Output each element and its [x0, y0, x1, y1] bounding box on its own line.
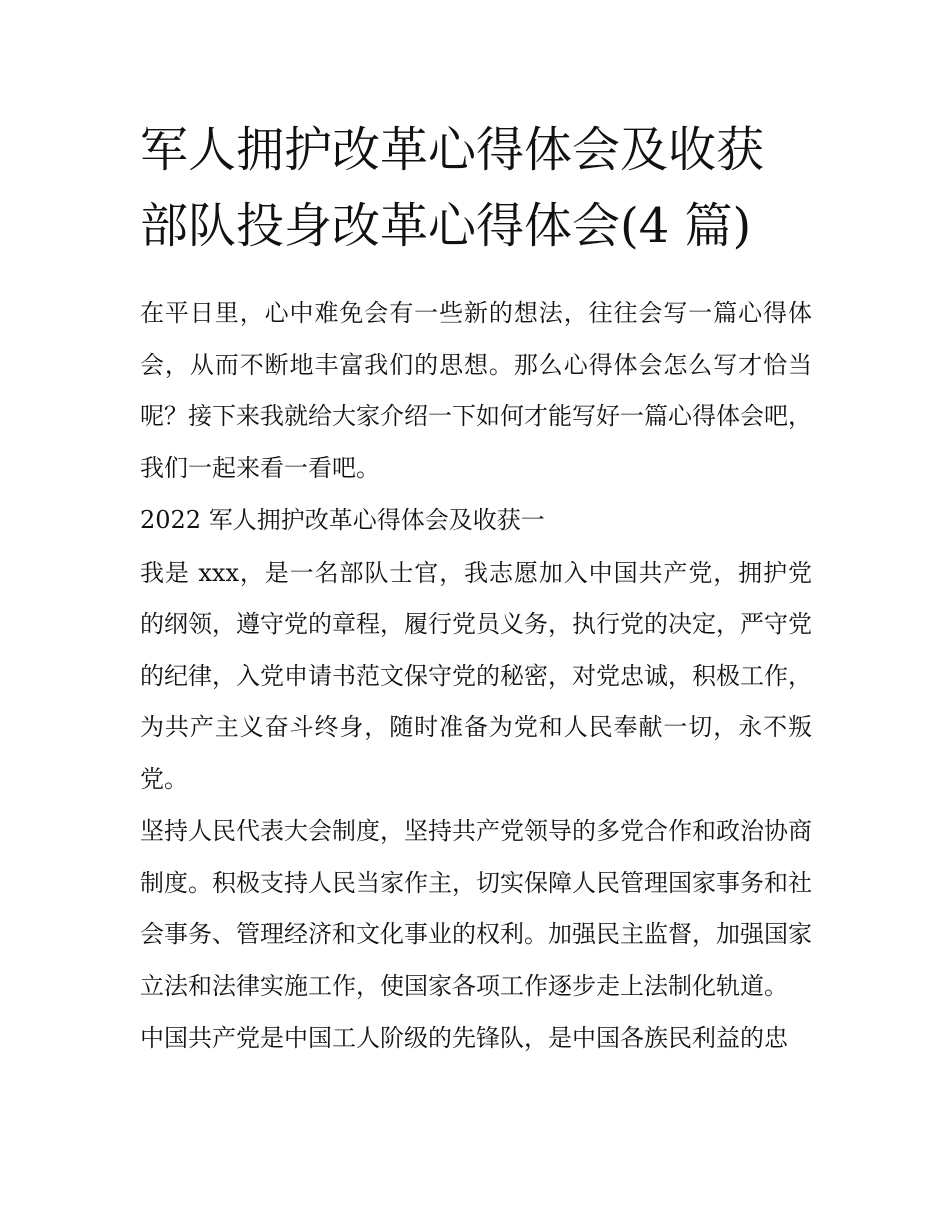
intro-paragraph: 在平日里，心中难免会有一些新的想法，往往会写一篇心得体会，从而不断地丰富我们的思想。那么心得体会怎么写才恰当呢？接下来我就给大家介绍一下如何才能写好一篇心得体会吧，我们一起来看一看吧。: [140, 299, 812, 482]
document-page: [140, 112, 812, 1066]
section-heading: 2022 军人拥护改革心得体会及收获一: [140, 506, 545, 534]
body-paragraph-1: 我是 xxx，是一名部队士官，我志愿加入中国共产党，拥护党的纲领，遵守党的章程，履行党员义务，执行党的决定，严守党的纪律，入党申请书范文保守党的秘密，对党忠诚，积极工作，为共产主义奋斗终身，随时准备为党和人民奉献一切，永不叛党。: [140, 558, 812, 793]
document-title: [140, 112, 812, 264]
title-line-2: 部队投身改革心得体会(4 篇): [140, 198, 752, 254]
document-body: [140, 288, 812, 1065]
body-paragraph-3: 中国共产党是中国工人阶级的先锋队，是中国各族民利益的忠: [140, 1024, 788, 1052]
title-line-1: 军人拥护改革心得体会及收获: [140, 122, 765, 178]
body-paragraph-2: 坚持人民代表大会制度，坚持共产党领导的多党合作和政治协商制度。积极支持人民当家作主，切实保障人民管理国家事务和社会事务、管理经济和文化事业的权利。加强民主监督，加强国家立法和法律实施工作，使国家各项工作逐步走上法制化轨道。: [140, 817, 812, 1000]
